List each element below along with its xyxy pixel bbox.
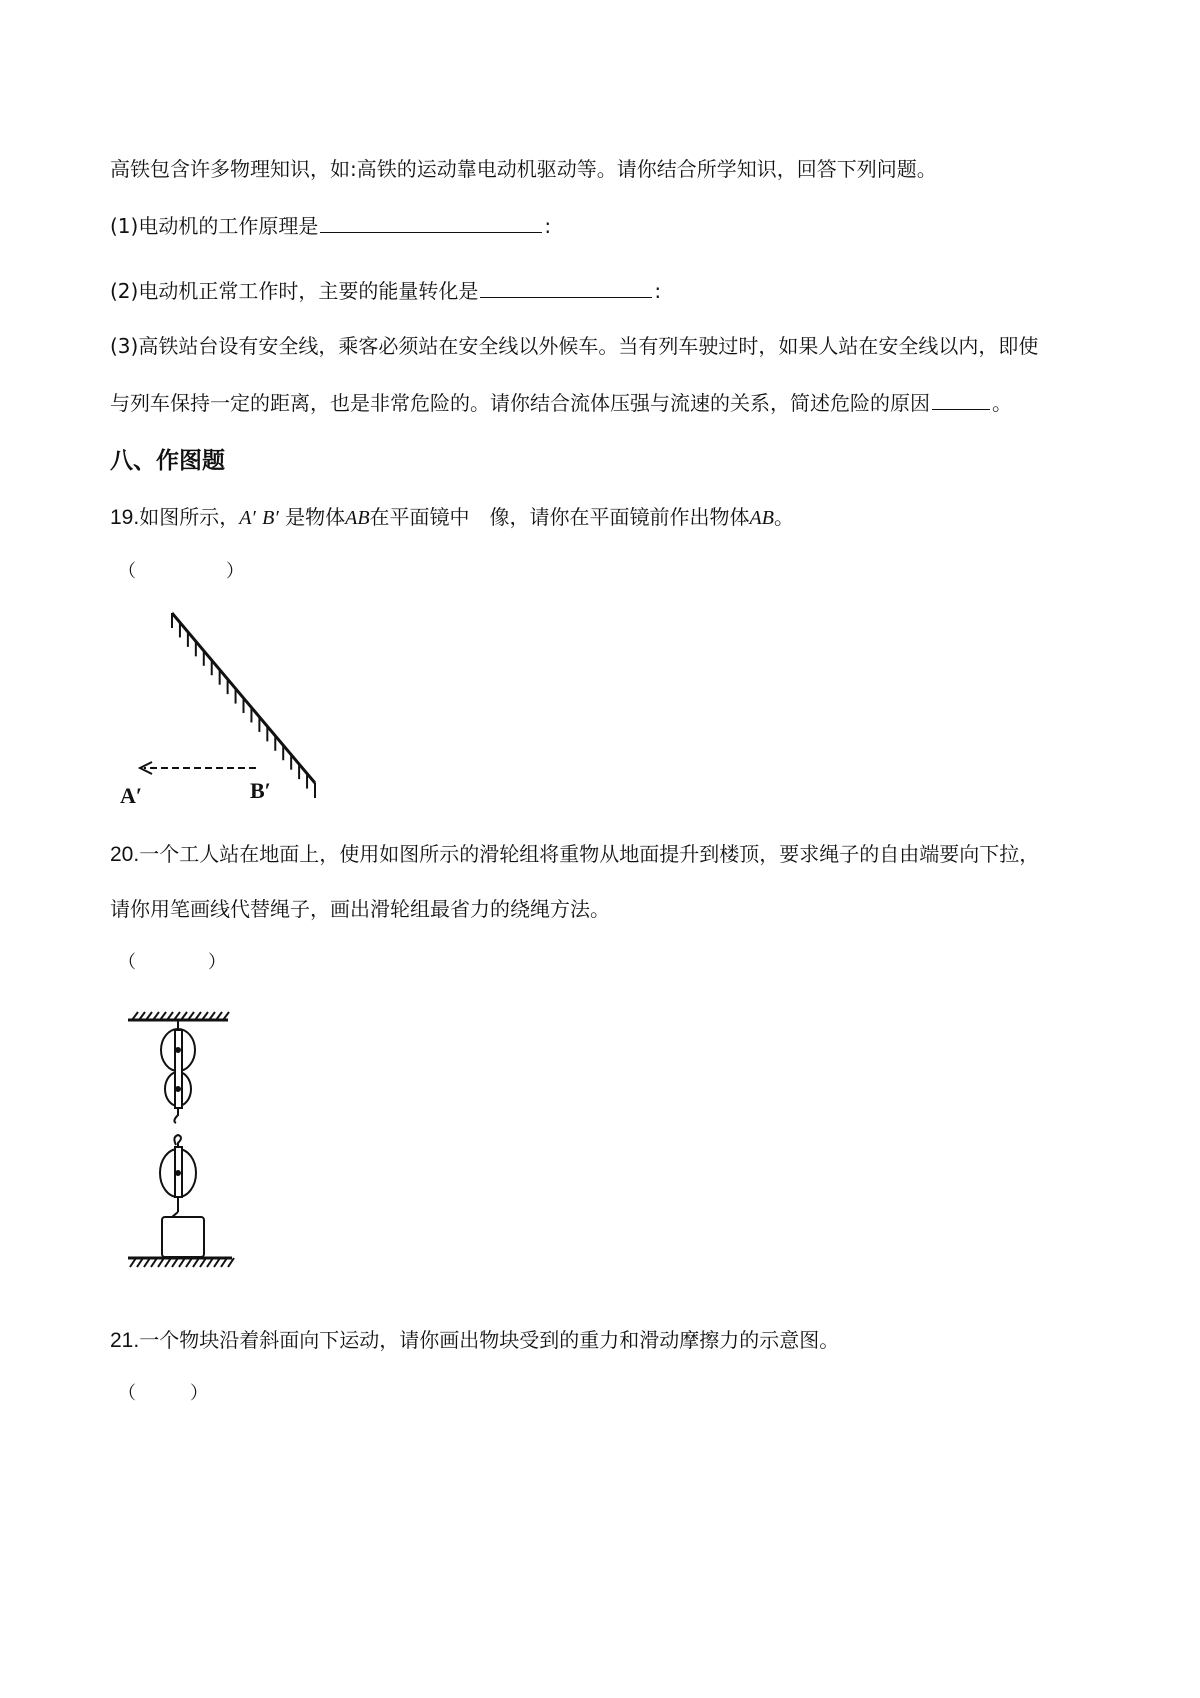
question-21 [110,1326,839,1355]
question-2-text: (2)电动机正常工作时，主要的能量转化是 [110,279,479,303]
question-3-line-2 [110,389,1012,417]
pulley-figure [120,1005,250,1285]
label-b-prime: B′ [250,778,271,803]
question-2 [110,277,661,305]
section-title: 八、作图题 [110,448,225,474]
plane-mirror [172,613,315,798]
mirror-figure [110,608,330,808]
question-21-text: 一个物块沿着斜面向下运动，请你画出物块受到的重力和滑动摩擦力的示意图。 [139,1328,840,1352]
ceiling [128,1012,229,1020]
question-20-text: 一个工人站在地面上，使用如图所示的滑轮组将重物从地面提升到楼顶，要求绳子的自由端要向下拉， [139,842,1040,866]
question-19-text-a: 如图所示， [139,505,240,529]
movable-pulley [160,1135,196,1217]
question-3-end: 。 [992,391,1012,415]
question-1-text: (1)电动机的工作原理是 [110,214,319,238]
answer-blank-1[interactable] [320,212,542,233]
label-ab: AB [749,507,774,529]
answer-blank-3[interactable] [932,389,990,410]
answer-paren-19[interactable]: （ ） [118,561,244,582]
intro-text: 高铁包含许多物理知识，如:高铁的运动靠电动机驱动等。请你结合所学知识，回答下列问题。 [110,157,937,181]
image-arrow [140,762,256,774]
label-a-prime: A′ [239,507,256,529]
question-19 [110,503,794,532]
label-ab: AB [345,507,370,529]
ground [128,1258,234,1267]
question-19-number: 19. [110,506,140,529]
question-1-end: : [544,214,552,238]
question-3-text: 与列车保持一定的距离，也是非常危险的。请你结合流体压强与流速的关系，简述危险的原因 [110,391,930,415]
answer-blank-2[interactable] [480,277,652,298]
fixed-pulley [161,1020,195,1123]
question-19-text-b: 是物体 [285,505,346,529]
question-3-line-1: (3)高铁站台设有安全线，乘客必须站在安全线以外候车。当有列车驶过时，如果人站在安全线以内，即使 [110,334,1039,358]
label-a-prime: A′ [120,783,143,808]
weight-block [162,1217,204,1257]
label-b-prime: B′ [262,507,279,529]
answer-paren-21[interactable]: （ ） [118,1383,208,1404]
question-1 [110,212,551,240]
question-20-number: 20. [110,843,140,866]
question-21-number: 21. [110,1329,140,1352]
question-19-text-c: 在平面镜中 像，请你在平面镜前作出物体 [369,505,750,529]
question-20-line-1 [110,840,1039,869]
answer-paren-20[interactable]: （ ） [118,952,226,973]
question-2-end: : [654,279,662,303]
question-19-text-d: 。 [773,505,794,529]
question-20-line-2: 请你用笔画线代替绳子，画出滑轮组最省力的绕绳方法。 [110,897,610,921]
